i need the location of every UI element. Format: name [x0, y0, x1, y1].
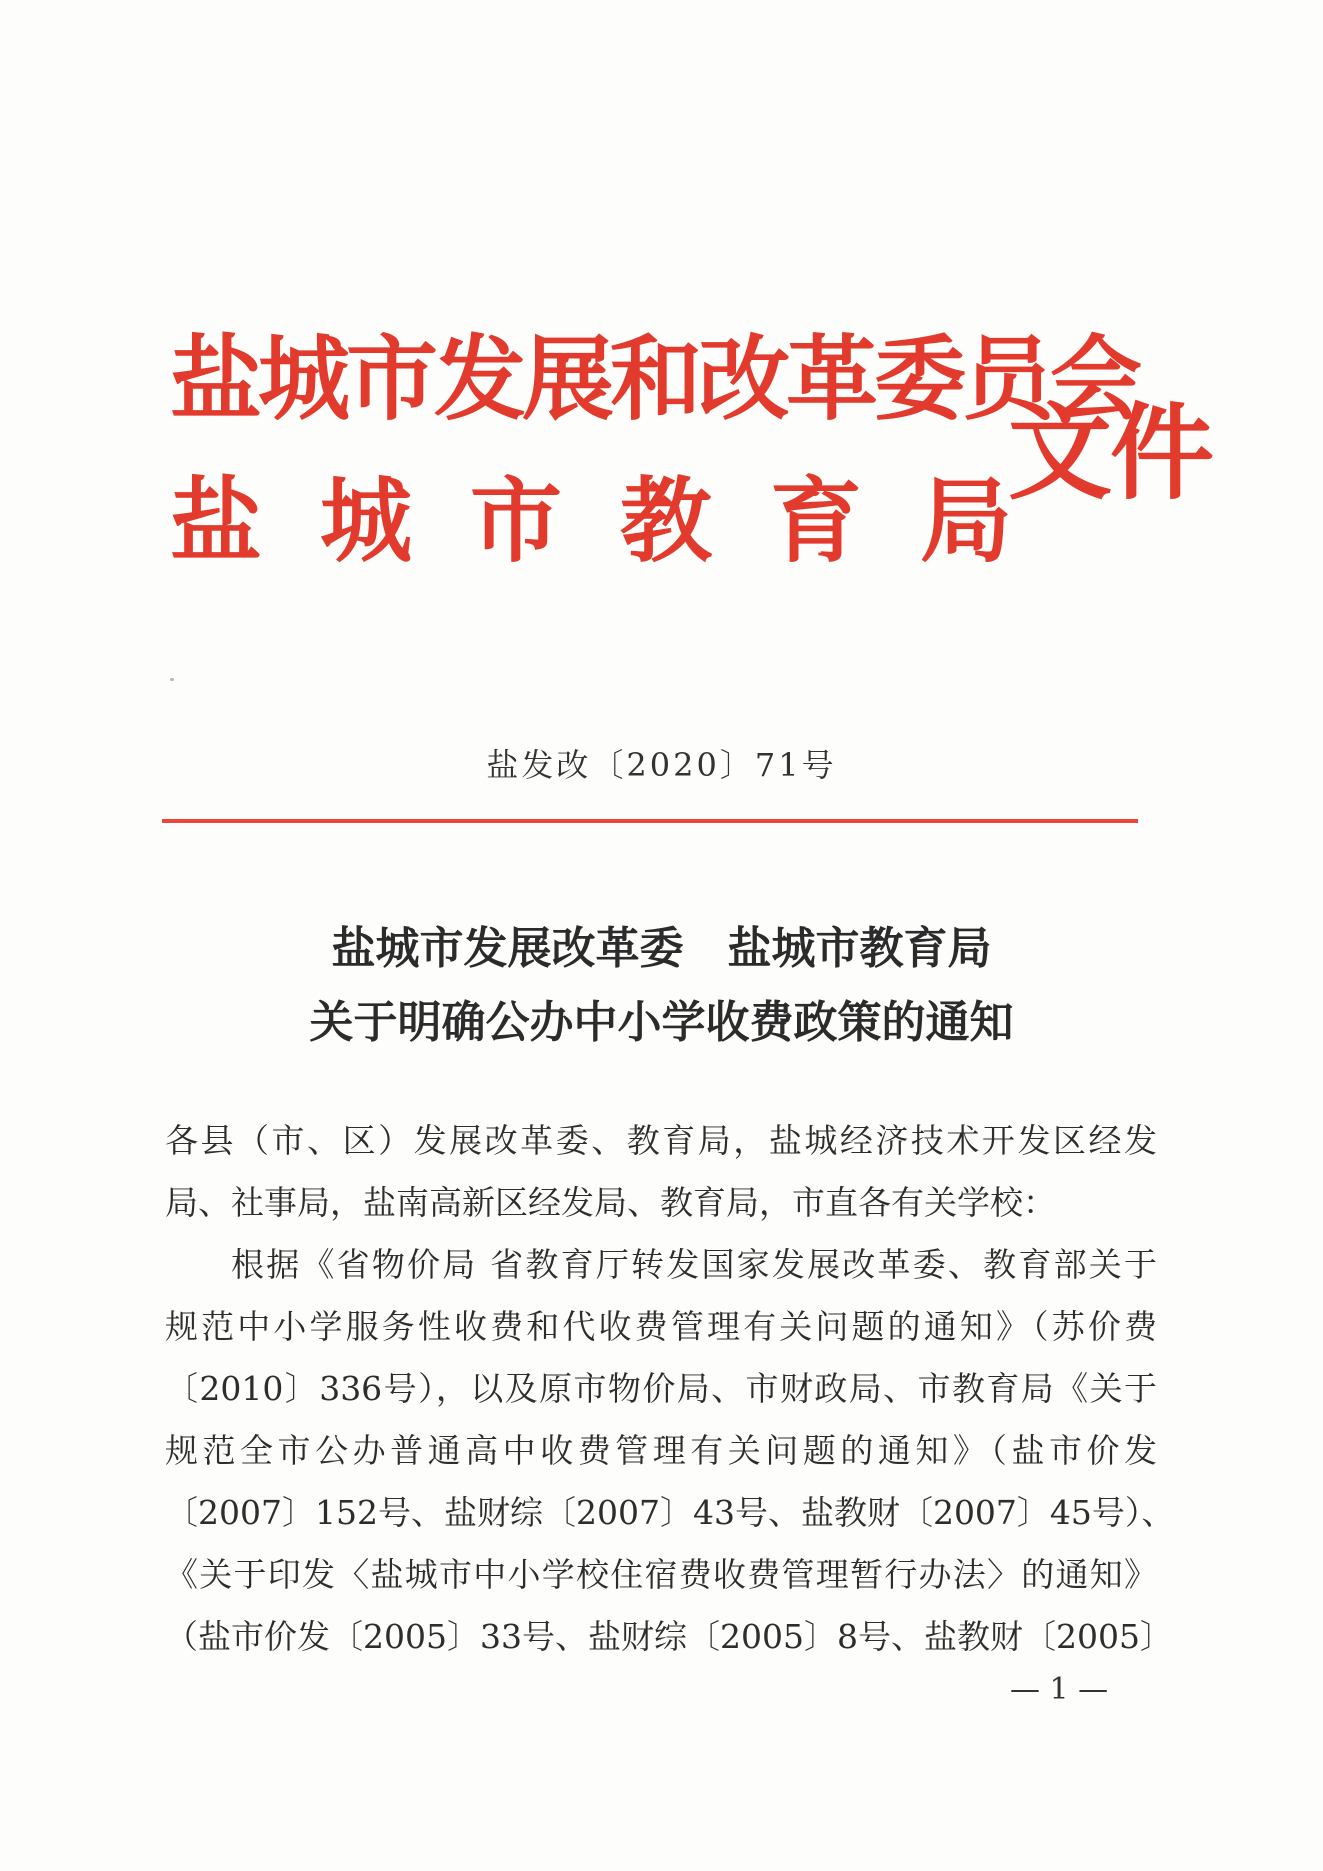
issuing-authority-header [170, 326, 1213, 610]
title-issuer-a: 盐城市发展改革委 [331, 923, 684, 974]
body-line: 各县（市、区）发展改革委、教育局，盐城经济技术开发区经发 [165, 1121, 1157, 1160]
notice-body [165, 1110, 1175, 1668]
document-type-label: 文件 [1008, 392, 1213, 514]
body-line: 《关于印发〈盐城市中小学校住宿费收费管理暂行办法〉的通知》 [165, 1555, 1157, 1594]
document-number: 盐发改〔2020〕71号 [486, 746, 837, 784]
body-line: 规范中小学服务性收费和代收费管理有关问题的通知》（苏价费 [165, 1307, 1157, 1346]
notice-title-line-2: 关于明确公办中小学收费政策的通知 [309, 997, 1014, 1048]
page-number: — 1 — [1010, 1672, 1109, 1707]
body-line: 根据《省物价局 省教育厅转发国家发展改革委、教育部关于 [231, 1245, 1157, 1284]
notice-title-line-1 [0, 912, 1323, 976]
scan-speck [170, 678, 174, 681]
body-line: 规范全市公办普通高中收费管理有关问题的通知》（盐市价发 [165, 1431, 1157, 1470]
body-line: （盐市价发〔2005〕33号、盐财综〔2005〕8号、盐教财〔2005〕 [165, 1617, 1173, 1656]
body-line: 〔2007〕152号、盐财综〔2007〕43号、盐教财〔2007〕45号）、 [165, 1493, 1175, 1532]
org-name-development-reform: 盐城市发展和改革委员会 [170, 326, 1139, 433]
org-name-education-bureau: 盐城市教育局 [170, 468, 1071, 575]
body-line: 局、社事局，盐南高新区经发局、教育局，市直各有关学校： [165, 1183, 1056, 1222]
title-issuer-b: 盐城市教育局 [727, 923, 992, 974]
red-divider-rule [162, 819, 1138, 823]
body-line: 〔2010〕336号），以及原市物价局、市财政局、市教育局《关于 [165, 1369, 1157, 1408]
